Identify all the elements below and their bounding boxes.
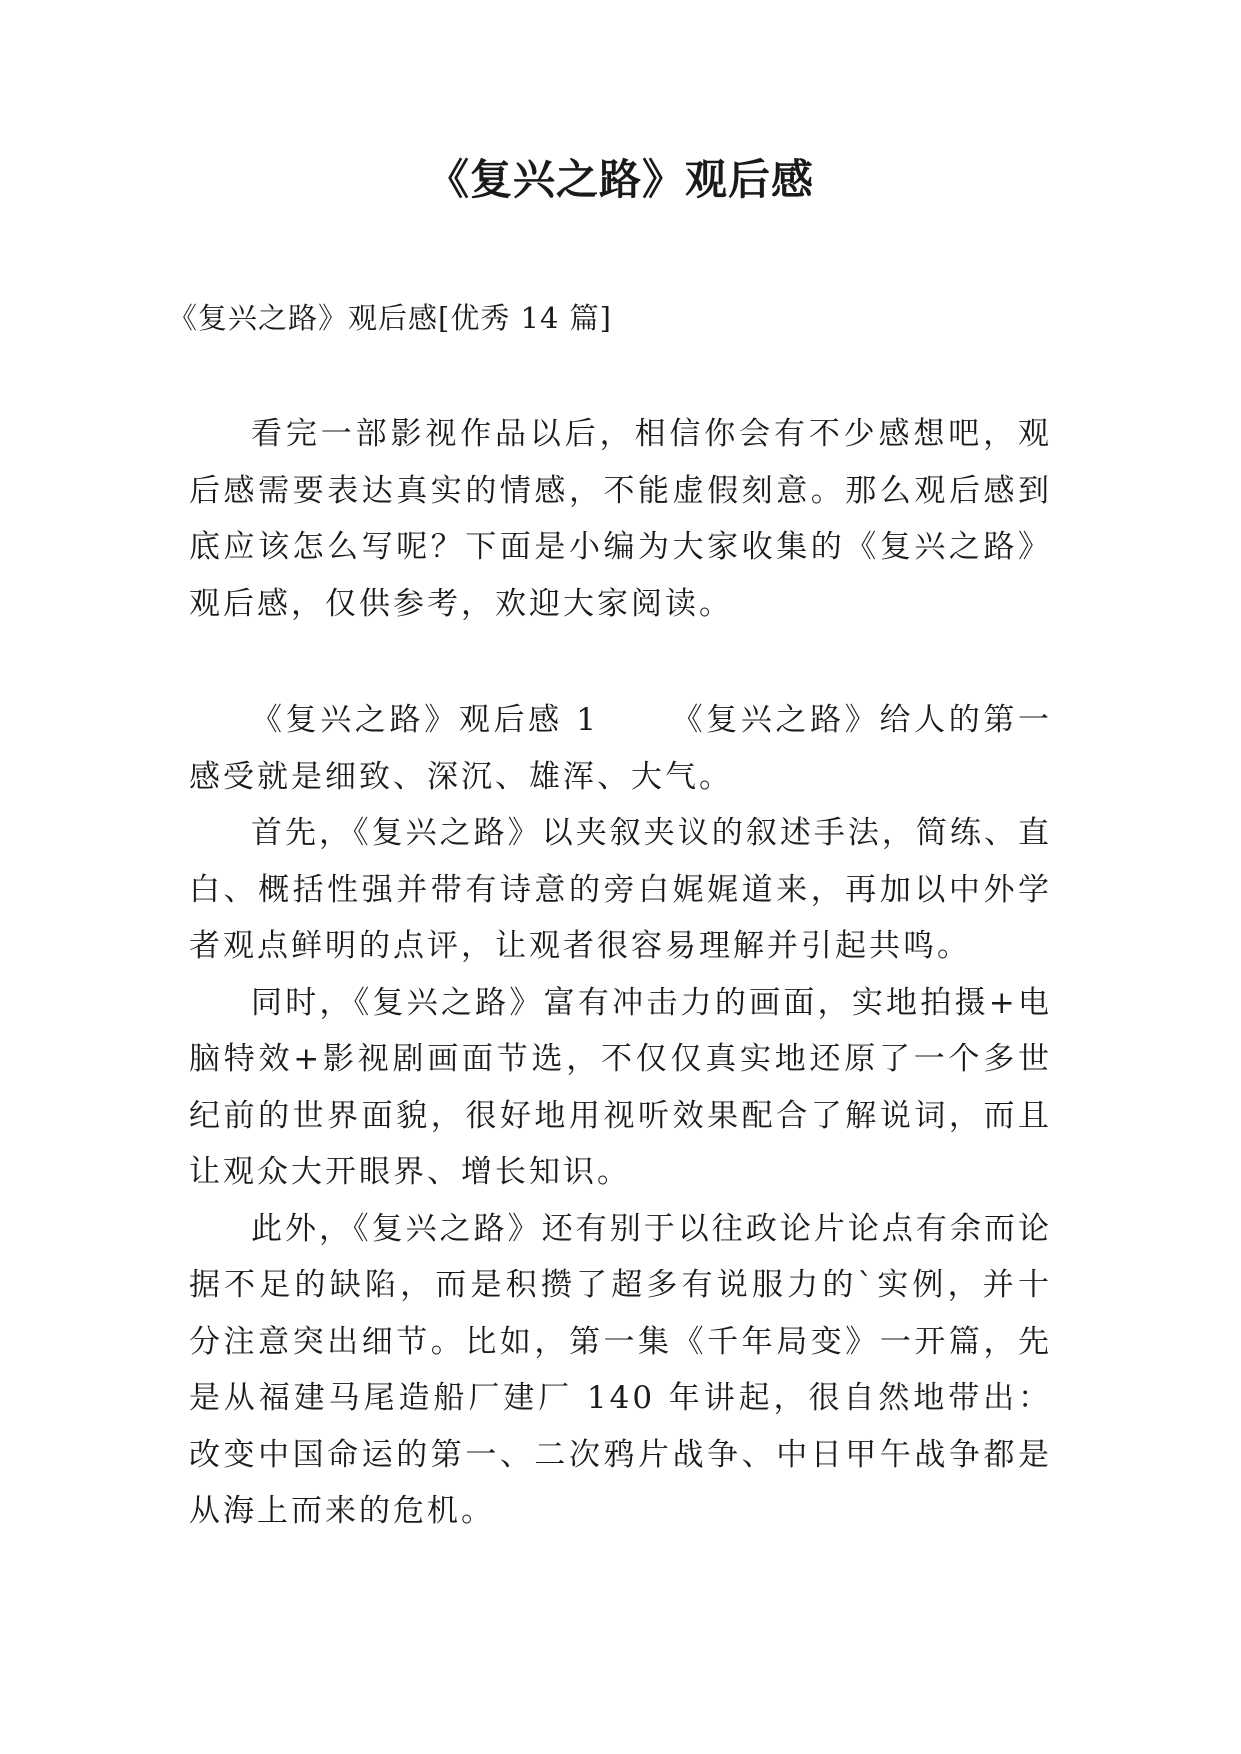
intro-paragraph: 看完一部影视作品以后，相信你会有不少感想吧，观后感需要表达真实的情感，不能虚假刻意。那么观后感到底应该怎么写呢？下面是小编为大家收集的《复兴之路》观后感，仅供参考，欢迎大家阅读。 bbox=[189, 416, 1052, 622]
intro-section bbox=[189, 406, 1052, 632]
page-title: 《复兴之路》观后感 bbox=[426, 155, 814, 204]
essay-paragraph: 此外，《复兴之路》还有别于以往政论片论点有余而论据不足的缺陷，而是积攒了超多有说服力的`实例，并十分注意突出细节。比如，第一集《千年局变》一开篇，先是从福建马尾造船厂建厂 140 年讲起，很自然地带出：改变中国命运的第一、二次鸦片战争、中日甲午战争都是从海上而来的危机。 bbox=[189, 1210, 1052, 1529]
essay-paragraph: 首先，《复兴之路》以夹叙夹议的叙述手法，简练、直白、概括性强并带有诗意的旁白娓娓道来，再加以中外学者观点鲜明的点评，让观者很容易理解并引起共鸣。 bbox=[189, 815, 1052, 964]
essay-section bbox=[189, 692, 1052, 1540]
essay-paragraph: 同时，《复兴之路》富有冲击力的画面，实地拍摄+电脑特效+影视剧画面节选，不仅仅真实地还原了一个多世纪前的世界面貌，很好地用视听效果配合了解说词，而且让观众大开眼界、增长知识。 bbox=[189, 984, 1052, 1190]
essay-first-paragraph: 《复兴之路》给人的第一感受就是细致、深沉、雄浑、大气。 bbox=[189, 702, 1052, 795]
essay-opening-paragraph bbox=[189, 692, 1052, 805]
essay-heading: 《复兴之路》观后感 1 bbox=[251, 702, 599, 738]
document-subtitle: 《复兴之路》观后感[优秀 14 篇] bbox=[168, 301, 612, 335]
